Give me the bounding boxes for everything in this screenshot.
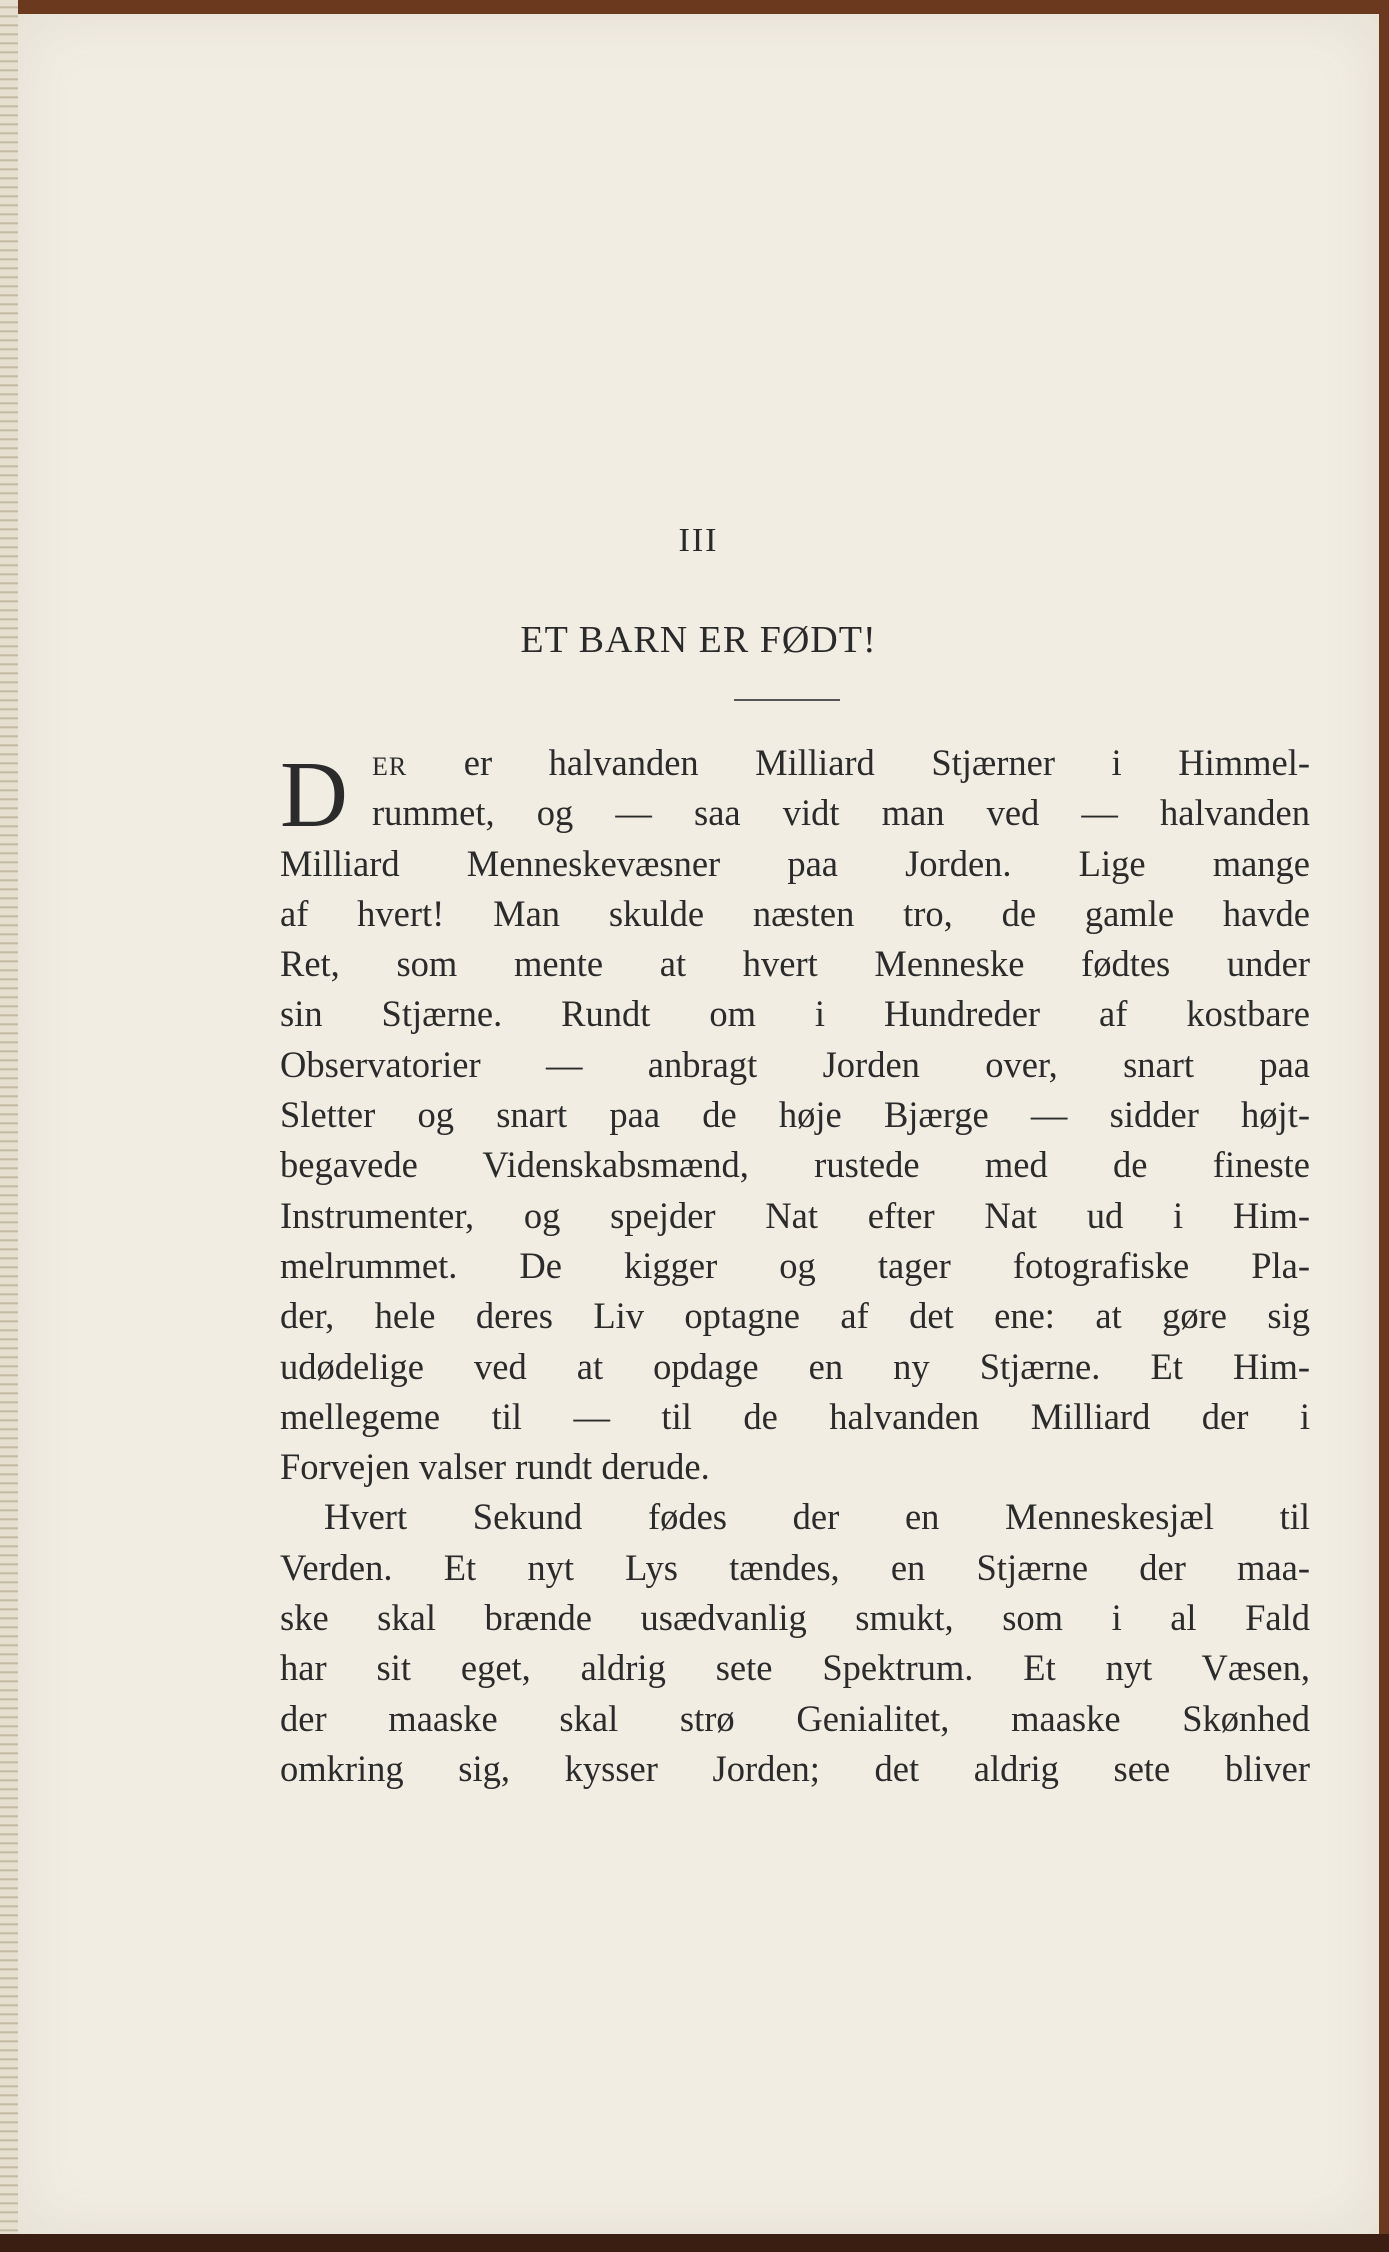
text-line: Observatorier — anbragt Jorden over, snart paa: [280, 1043, 1310, 1085]
text-line: Verden. Et nyt Lys tændes, en Stjærne der maa-: [280, 1546, 1310, 1588]
text-line: Forvejen valser rundt derude.: [280, 1446, 710, 1488]
chapter-title: ET BARN ER FØDT!: [520, 619, 877, 661]
title-divider: [734, 699, 840, 701]
drop-cap-smallcaps: ER: [372, 752, 408, 781]
text-line: Instrumenter, og spejder Nat efter Nat ud i Him-: [280, 1194, 1310, 1236]
text-line: har sit eget, aldrig sete Spektrum. Et nyt Væsen,: [280, 1647, 1310, 1689]
text-line: sin Stjærne. Rundt om i Hundreder af kostbare: [280, 993, 1310, 1035]
text-line: ske skal brænde usædvanlig smukt, som i al Fald: [280, 1597, 1310, 1639]
text-line: Hvert Sekund fødes der en Menneskesjæl til: [324, 1496, 1310, 1538]
text-line: der, hele deres Liv optagne af det ene: at gøre sig: [280, 1295, 1310, 1337]
text-line: Ret, som mente at hvert Menneske fødtes under: [280, 943, 1310, 985]
text-line: udødelige ved at opdage en ny Stjærne. Et Him-: [280, 1345, 1310, 1387]
text-line: der maaske skal strø Genialitet, maaske Skønhed: [280, 1697, 1310, 1739]
text-line: Milliard Menneskevæsner paa Jorden. Lige mange: [280, 842, 1310, 884]
book-page: [18, 14, 1379, 2234]
text-line: mellegeme til — til de halvanden Milliard der i: [280, 1395, 1310, 1437]
text-line: omkring sig, kysser Jorden; det aldrig sete bliver: [280, 1747, 1310, 1789]
body-text: [280, 738, 1310, 1794]
text-line: begavede Videnskabsmænd, rustede med de fineste: [280, 1144, 1310, 1186]
drop-cap: D: [280, 743, 348, 847]
book-spine-edge: [0, 0, 18, 2252]
text-line: af hvert! Man skulde næsten tro, de gamle havde: [280, 892, 1310, 934]
text-line: melrummet. De kigger og tager fotografiske Pla-: [280, 1244, 1310, 1286]
text-line: ER er halvanden Milliard Stjærner i Himmel-: [372, 742, 1310, 783]
chapter-number: III: [678, 522, 719, 559]
text-line: Sletter og snart paa de høje Bjærge — sidder højt-: [280, 1094, 1310, 1136]
book-bottom-edge: [0, 2234, 1389, 2252]
text-line: rummet, og — saa vidt man ved — halvanden: [372, 792, 1310, 834]
